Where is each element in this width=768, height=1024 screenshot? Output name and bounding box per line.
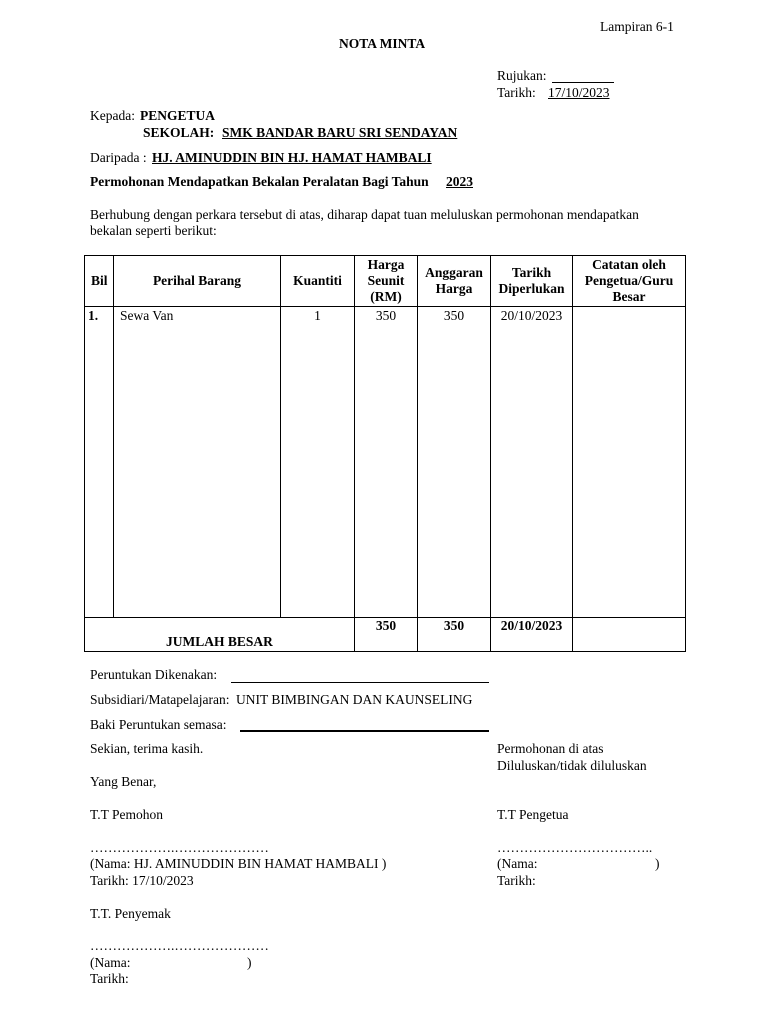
principal-name-open: (Nama: xyxy=(497,856,538,871)
balance-line xyxy=(240,730,489,732)
total-label: JUMLAH BESAR xyxy=(85,618,355,652)
to-value: PENGETUA xyxy=(140,108,216,123)
col-header-harga xyxy=(355,256,418,307)
items-table xyxy=(84,255,686,652)
col-header-kuantiti xyxy=(281,256,355,307)
applicant-name: (Nama: HJ. AMINUDDIN BIN HAMAT HAMBALI ) xyxy=(90,856,387,871)
col-header-anggaran-line1: Anggaran xyxy=(425,265,483,280)
col-header-tarikh-line2: Diperlukan xyxy=(498,281,565,296)
col-header-anggaran-line2: Harga xyxy=(435,281,473,296)
principal-sign-label: T.T Pengetua xyxy=(497,807,569,822)
col-header-tarikh xyxy=(491,256,573,307)
row-item: Sewa Van xyxy=(114,307,281,618)
applicant-sign-label: T.T Pemohon xyxy=(90,807,163,822)
col-header-bil xyxy=(85,256,114,307)
yours-text: Yang Benar, xyxy=(90,774,157,789)
col-header-perihal xyxy=(114,256,281,307)
subsidiary-label: Subsidiari/Matapelajaran: xyxy=(90,692,230,707)
col-header-harga-line2: Seunit xyxy=(367,273,405,288)
applicant-date: Tarikh: 17/10/2023 xyxy=(90,873,194,888)
reference-label: Rujukan: xyxy=(497,68,547,83)
row-estimate: 350 xyxy=(418,307,491,618)
principal-date: Tarikh: xyxy=(497,873,536,888)
row-date-needed: 20/10/2023 xyxy=(491,307,573,618)
verifier-name-close: ) xyxy=(247,955,252,970)
col-header-catatan xyxy=(573,256,686,307)
col-header-catatan-line3: Besar xyxy=(612,289,646,304)
verifier-date: Tarikh: xyxy=(90,971,129,986)
date-value: 17/10/2023 xyxy=(548,85,610,100)
col-header-catatan-line1: Catatan oleh xyxy=(592,257,666,272)
allocation-line xyxy=(231,682,489,683)
subject-text: Permohonan Mendapatkan Bekalan Peralatan Bagi Tahun xyxy=(90,174,429,189)
subsidiary-value: UNIT BIMBINGAN DAN KAUNSELING xyxy=(236,692,473,707)
col-header-harga-line1: Harga xyxy=(367,257,405,272)
row-bil: 1. xyxy=(85,307,114,618)
from-label: Daripada : xyxy=(90,150,147,165)
principal-signature-dots: …………………………….. xyxy=(497,840,653,855)
col-header-anggaran xyxy=(418,256,491,307)
allocation-label: Peruntukan Dikenakan: xyxy=(90,667,218,682)
principal-name-close: ) xyxy=(655,856,660,871)
intro-line-1: Berhubung dengan perkara tersebut di atas, diharap dapat tuan meluluskan permohonan mendapatkan xyxy=(90,207,639,222)
thanks-text: Sekian, terima kasih. xyxy=(90,741,204,756)
approval-line-2: Diluluskan/tidak diluluskan xyxy=(497,758,647,773)
intro-line-2: bekalan seperti berikut: xyxy=(90,223,217,238)
total-notes xyxy=(573,618,686,652)
subject-year: 2023 xyxy=(446,174,473,189)
applicant-signature-dots: ……………….………………… xyxy=(90,840,269,855)
col-header-harga-line3: (RM) xyxy=(370,289,402,304)
school-value: SMK BANDAR BARU SRI SENDAYAN xyxy=(222,125,458,140)
table-row xyxy=(85,307,686,618)
col-header-perihal-text: Perihal Barang xyxy=(152,273,242,288)
col-header-kuantiti-text: Kuantiti xyxy=(293,273,342,288)
to-label: Kepada: xyxy=(90,108,135,123)
row-unit-price: 350 xyxy=(355,307,418,618)
reference-blank-line xyxy=(552,82,614,83)
col-header-catatan-line2: Pengetua/Guru xyxy=(584,273,674,288)
document-title: NOTA MINTA xyxy=(339,36,426,51)
verifier-name-open: (Nama: xyxy=(90,955,131,970)
balance-label: Baki Peruntukan semasa: xyxy=(90,717,227,732)
verifier-signature-dots: ……………….………………… xyxy=(90,938,269,953)
approval-line-1: Permohonan di atas xyxy=(497,741,604,756)
verifier-sign-label: T.T. Penyemak xyxy=(90,906,171,921)
col-header-bil-text: Bil xyxy=(91,273,108,288)
row-notes xyxy=(573,307,686,618)
school-label: SEKOLAH: xyxy=(143,125,215,140)
col-header-tarikh-line1: Tarikh xyxy=(511,265,552,280)
total-estimate: 350 xyxy=(418,618,491,652)
total-date-needed: 20/10/2023 xyxy=(491,618,573,652)
total-row xyxy=(85,618,686,652)
table-header-row xyxy=(85,256,686,307)
row-qty: 1 xyxy=(281,307,355,618)
from-value: HJ. AMINUDDIN BIN HJ. HAMAT HAMBALI xyxy=(152,150,432,165)
date-label: Tarikh: xyxy=(497,85,536,100)
appendix-label: Lampiran 6-1 xyxy=(600,19,674,34)
total-unit-price: 350 xyxy=(355,618,418,652)
